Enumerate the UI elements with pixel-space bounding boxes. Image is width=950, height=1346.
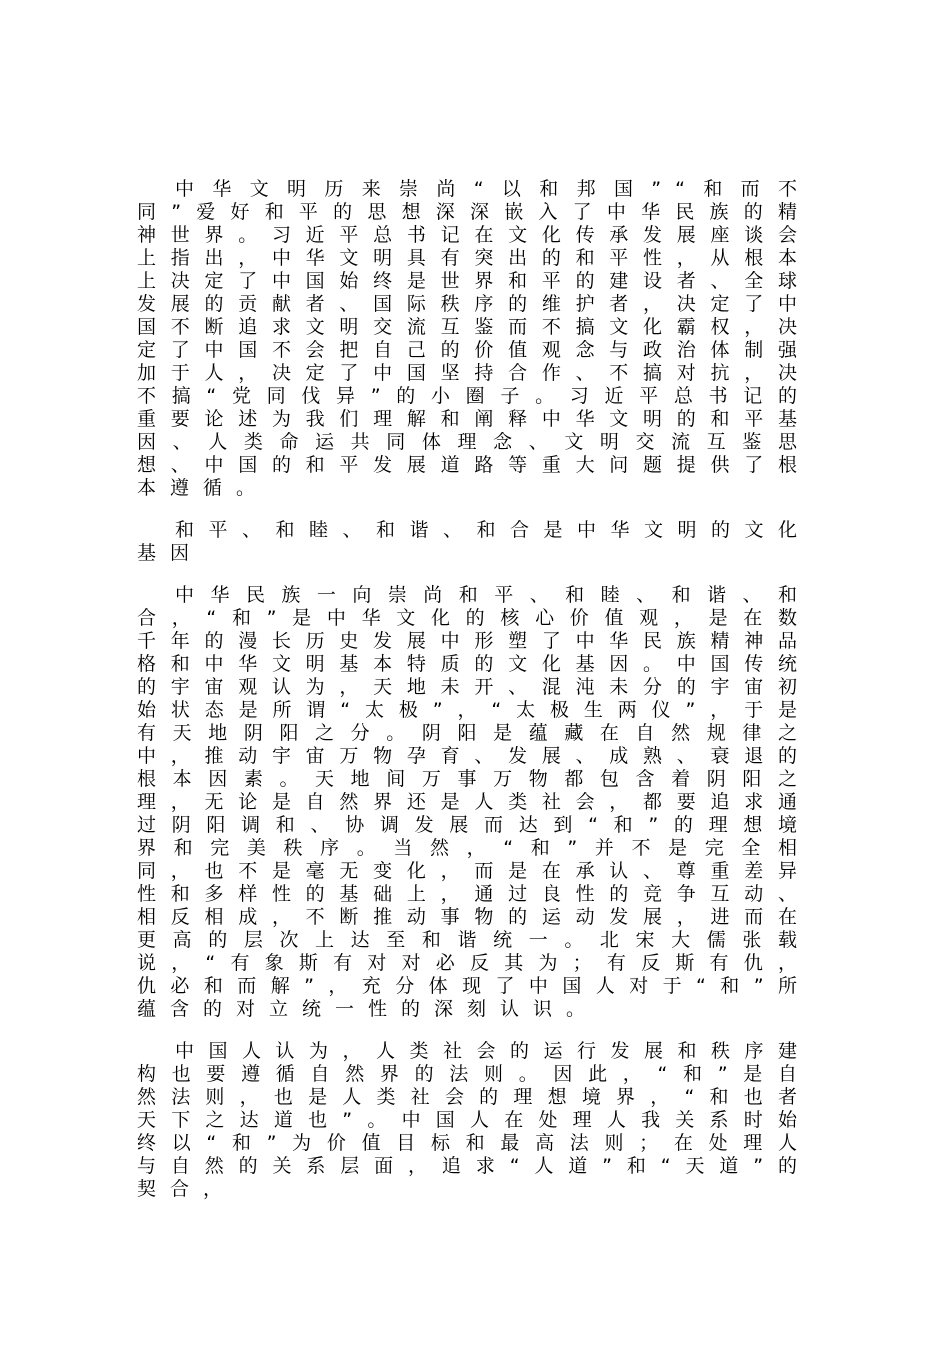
paragraph-intro: 中华文明历来崇尚“以和邦国”“和而不同”爱好和平的思想深深嵌入了中华民族的精神世界。习近平总书记在文化传承发展座谈会上指出，中华文明具有突出的和平性，从根本上决定了中国始终是世界和平的建设者、全球发展的贡献者、国际秩序的维护者，决定了中国不断追求文明交流互鉴而不搞文化霸权，决定了中国不会把自己的价值观念与政治体制强加于人，决定了中国坚持合作、不搞对抗，决不搞“党同伐异”的小圈子。习近平总书记的重要论述为我们理解和阐释中华文明的和平基因、人类命运共同体理念、文明交流互鉴思想、中国的和平发展道路等重大问题提供了根本遵循。	[137, 178, 811, 499]
document-body	[137, 178, 811, 1201]
paragraph-harmony: 中华民族一向崇尚和平、和睦、和谐、和合，“和”是中华文化的核心价值观，是在数千年的漫长历史发展中形塑了中华民族精神品格和中华文明基本特质的文化基因。中国传统的宇宙观认为，天地未开、混沌未分的宇宙初始状态是所谓“太极”，“太极生两仪”，于是有天地阴阳之分。阴阳是蕴藏在自然规律之中，推动宇宙万物孕育、发展、成熟、衰退的根本因素。天地间万事万物都包含着阴阳之理，无论是自然界还是人类社会，都要追求通过阴阳调和、协调发展而达到“和”的理想境界和完美秩序。当然，“和”并不是完全相同，也不是毫无变化，而是在承认、尊重差异性和多样性的基础上，通过良性的竞争互动、相反相成，不断推动事物的运动发展，进而在更高的层次上达至和谐统一。北宋大儒张载说，“有象斯有对对必反其为；有反斯有仇，仇必和而解”，充分体现了中国人对于“和”所蕴含的对立统一性的深刻认识。	[137, 584, 811, 1020]
paragraph-social-order: 中国人认为，人类社会的运行发展和秩序建构也要遵循自然界的法则。因此，“和”是自然法则，也是人类社会的理想境界，“和也者天下之达道也”。中国人在处理人我关系时始终以“和”为价值目标和最高法则；在处理人与自然的关系层面，追求“人道”和“天道”的契合，	[137, 1040, 811, 1200]
section-heading: 和平、和睦、和谐、和合是中华文明的文化基因	[137, 519, 811, 564]
